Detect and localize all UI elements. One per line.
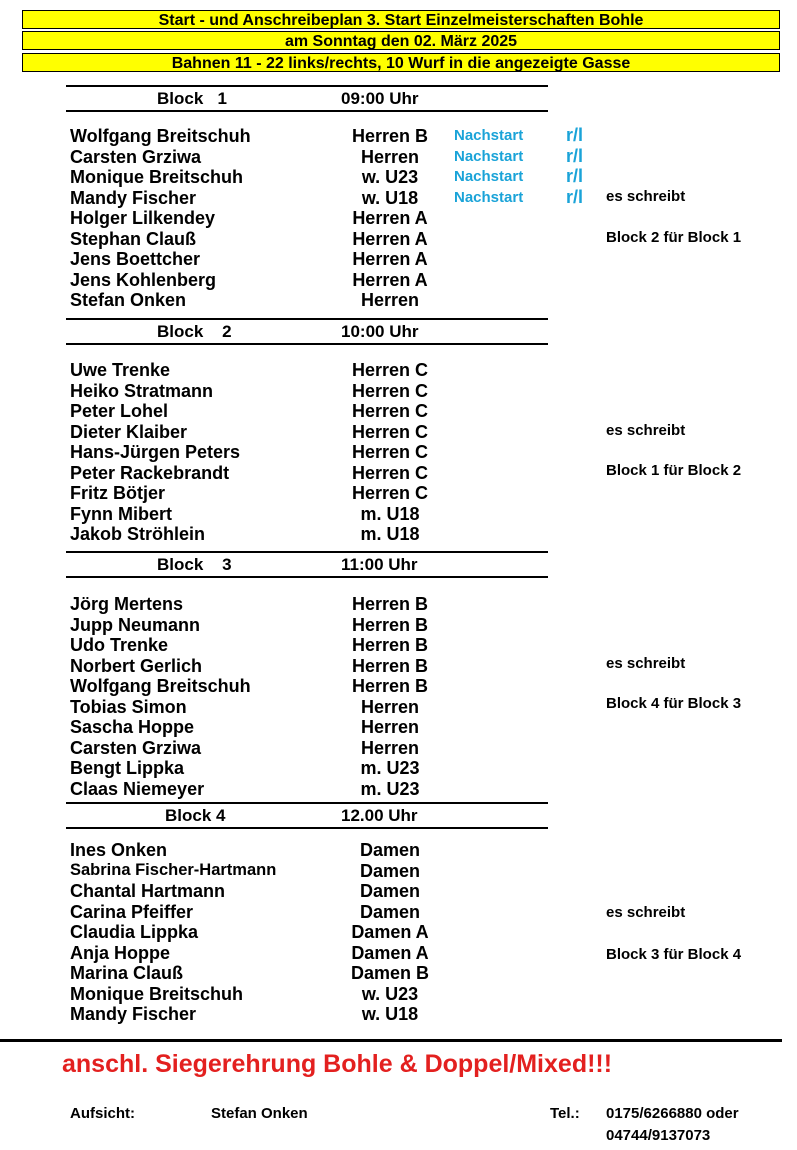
player-class: Herren B — [351, 676, 429, 696]
player-name: Monique Breitschuh — [70, 983, 244, 1004]
block-header-rule — [66, 343, 548, 345]
player-name: Wolfgang Breitschuh — [70, 126, 251, 146]
player-class: w. U18 — [361, 187, 419, 208]
nachstart-label: Nachstart — [454, 127, 524, 144]
phone-number-2: 04744/9137073 — [606, 1127, 711, 1144]
player-name: Fritz Bötjer — [70, 483, 166, 503]
player-name: Tobias Simon — [70, 696, 187, 717]
block-top-rule — [66, 85, 548, 87]
player-class: Damen B — [350, 963, 430, 983]
player-name: Peter Lohel — [70, 401, 169, 421]
player-class: Damen — [359, 881, 421, 901]
title-line-1: Start - und Anschreibeplan 3. Start Einzelmeisterschaften Bohle — [22, 10, 780, 29]
player-name: Norbert Gerlich — [70, 655, 203, 676]
player-class: w. U23 — [361, 983, 419, 1004]
supervision-name: Stefan Onken — [211, 1105, 308, 1122]
player-class: Herren — [360, 290, 420, 310]
title-line-3: Bahnen 11 - 22 links/rechts, 10 Wurf in die angezeigte Gasse — [22, 53, 780, 72]
player-class: Damen A — [351, 922, 429, 942]
block-time: 10:00 Uhr — [341, 322, 419, 341]
player-name: Dieter Klaiber — [70, 421, 188, 442]
player-name: Bengt Lippka — [70, 758, 185, 778]
ceremony-notice: anschl. Siegerehrung Bohle & Doppel/Mixed!!! — [62, 1050, 613, 1078]
player-class: Herren A — [352, 249, 428, 269]
block-label: Block 2 — [157, 322, 232, 341]
player-name: Carina Pfeiffer — [70, 901, 194, 922]
player-name: Anja Hoppe — [70, 942, 171, 963]
player-name: Sabrina Fischer-Hartmann — [70, 860, 277, 879]
writer-assignment: Block 3 für Block 4 — [606, 946, 742, 963]
nachstart-label: Nachstart — [454, 188, 524, 206]
player-class: Herren — [360, 737, 420, 758]
player-class: Damen — [359, 901, 421, 922]
writer-assignment: Block 1 für Block 2 — [606, 462, 742, 479]
player-name: Uwe Trenke — [70, 360, 171, 380]
player-name: Stephan Clauß — [70, 228, 197, 249]
player-name: Heiko Stratmann — [70, 380, 214, 401]
lane-side-label: r/l — [566, 186, 584, 207]
writer-assignment: Block 4 für Block 3 — [606, 695, 742, 712]
player-name: Jörg Mertens — [70, 594, 184, 614]
block-time: 11:00 Uhr — [341, 555, 418, 574]
block-header-rule — [66, 110, 548, 112]
player-class: Damen — [359, 860, 421, 881]
player-class: Herren A — [352, 208, 428, 228]
player-class: m. U18 — [360, 503, 420, 524]
player-class: Herren C — [351, 401, 429, 421]
player-class: Herren — [360, 696, 420, 717]
player-name: Hans-Jürgen Peters — [70, 442, 241, 462]
player-class: m. U18 — [360, 524, 420, 544]
player-class: m. U23 — [360, 758, 420, 778]
block-time: 09:00 Uhr — [341, 89, 419, 108]
player-class: w. U18 — [361, 1004, 419, 1024]
block-top-rule — [66, 551, 548, 553]
lane-side-label: r/l — [566, 125, 584, 145]
player-class: Herren C — [351, 483, 429, 503]
player-class: Herren C — [351, 360, 429, 380]
phone-number-1: 0175/6266880 oder — [606, 1105, 739, 1122]
player-class: Herren — [360, 146, 420, 167]
block-header-rule — [66, 827, 548, 829]
player-name: Jakob Ströhlein — [70, 524, 206, 544]
lane-side-label: r/l — [566, 145, 584, 166]
block-top-rule — [66, 318, 548, 320]
block-header-rule — [66, 576, 548, 578]
player-class: Herren — [360, 717, 420, 737]
player-class: m. U23 — [360, 778, 420, 799]
player-name: Monique Breitschuh — [70, 167, 244, 187]
player-class: Herren B — [351, 655, 429, 676]
writer-assignment: Block 2 für Block 1 — [606, 229, 742, 246]
block-label: Block 3 — [157, 555, 232, 574]
player-class: Herren C — [351, 462, 429, 483]
writer-note: es schreibt — [606, 422, 686, 439]
nachstart-label: Nachstart — [454, 168, 524, 185]
player-class: Damen — [359, 840, 421, 860]
player-name: Sascha Hoppe — [70, 717, 195, 737]
player-class: Herren C — [351, 380, 429, 401]
nachstart-label: Nachstart — [454, 147, 524, 165]
player-class: Herren C — [351, 421, 429, 442]
writer-note: es schreibt — [606, 188, 686, 205]
player-name: Jupp Neumann — [70, 614, 201, 635]
lane-side-label: r/l — [566, 166, 584, 186]
separator-line — [0, 1039, 782, 1042]
block-label: Block 4 — [165, 806, 226, 825]
player-name: Carsten Grziwa — [70, 146, 202, 167]
player-name: Udo Trenke — [70, 635, 169, 655]
player-class: Damen A — [351, 942, 429, 963]
player-class: Herren C — [351, 442, 429, 462]
player-name: Claudia Lippka — [70, 922, 199, 942]
block-label: Block 1 — [157, 89, 227, 108]
player-name: Claas Niemeyer — [70, 778, 205, 799]
player-class: Herren B — [351, 635, 429, 655]
writer-note: es schreibt — [606, 904, 686, 921]
player-class: Herren A — [352, 228, 428, 249]
player-class: Herren B — [351, 614, 429, 635]
player-class: Herren B — [351, 594, 429, 614]
player-class: Herren A — [352, 269, 428, 290]
player-name: Marina Clauß — [70, 963, 184, 983]
writer-note: es schreibt — [606, 655, 686, 672]
player-name: Fynn Mibert — [70, 503, 172, 524]
phone-label: Tel.: — [550, 1105, 580, 1122]
player-name: Mandy Fischer — [70, 1004, 197, 1024]
player-name: Chantal Hartmann — [70, 881, 226, 901]
player-name: Mandy Fischer — [70, 187, 197, 208]
block-top-rule — [66, 802, 548, 804]
player-name: Ines Onken — [70, 840, 168, 860]
player-name: Stefan Onken — [70, 290, 187, 310]
player-name: Wolfgang Breitschuh — [70, 676, 251, 696]
player-name: Holger Lilkendey — [70, 208, 216, 228]
block-time: 12.00 Uhr — [341, 806, 418, 825]
player-name: Carsten Grziwa — [70, 737, 202, 758]
player-name: Peter Rackebrandt — [70, 462, 230, 483]
title-line-2: am Sonntag den 02. März 2025 — [22, 31, 780, 50]
player-name: Jens Kohlenberg — [70, 269, 217, 290]
supervision-label: Aufsicht: — [70, 1105, 135, 1122]
player-class: Herren B — [351, 126, 429, 146]
player-class: w. U23 — [361, 167, 419, 187]
player-name: Jens Boettcher — [70, 249, 201, 269]
